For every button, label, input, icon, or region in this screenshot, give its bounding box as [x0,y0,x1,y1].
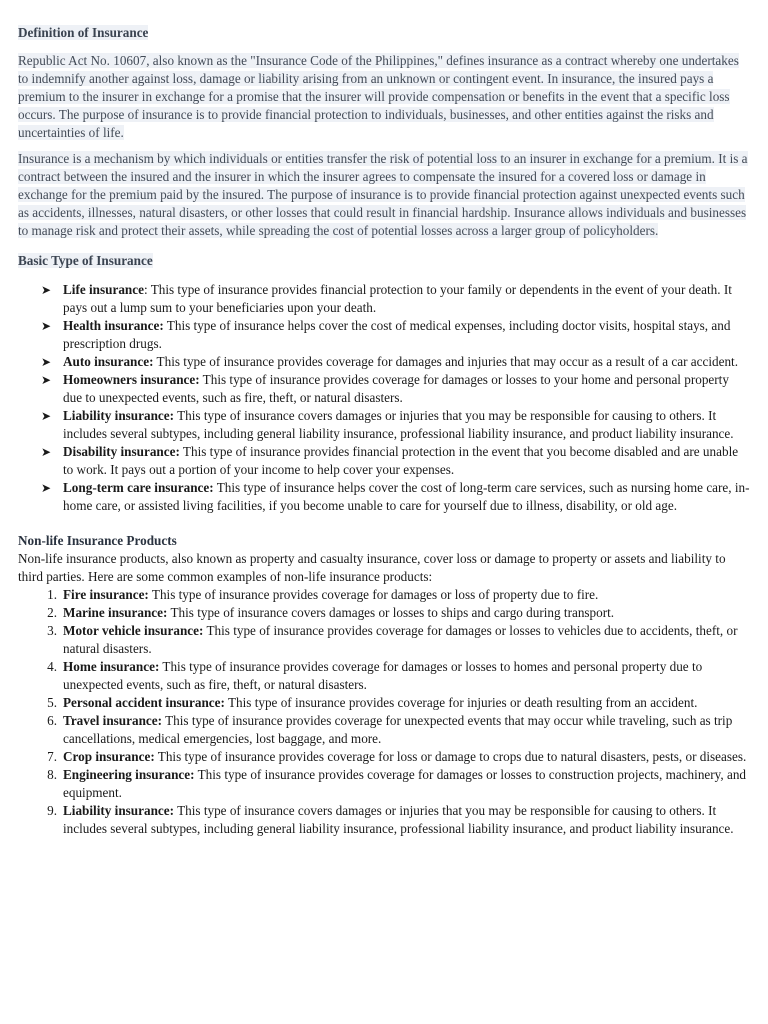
nonlife-products-list [18,586,750,838]
list-item-text: This type of insurance provides coverage for damages or losses to vehicles due to accidents, theft, or natural disasters. [63,623,738,656]
basic-types-heading-text: Basic Type of Insurance [18,253,153,268]
list-item-number: 6. [47,713,57,728]
list-item-term: Liability insurance: [63,408,175,423]
list-item-text: This type of insurance provides coverage for loss or damage to crops due to natural disasters, pests, or diseases. [154,749,747,764]
list-item [41,407,750,443]
basic-types-list [18,281,750,515]
list-item [47,604,750,622]
list-item-number: 3. [47,623,57,638]
list-item-number: 9. [47,803,57,818]
list-item-term: Liability insurance: [63,803,175,818]
list-item [41,371,750,407]
list-item-term: Home insurance: [63,659,160,674]
list-item-number: 1. [47,587,57,602]
list-item-text: This type of insurance covers damages or losses to ships and cargo during transport. [167,605,615,620]
list-item-text: This type of insurance provides coverage for unexpected events that may occur while traveling, such as trip cancellations, medical emergencies, lost baggage, and more. [63,713,733,746]
list-item-term: Long-term care insurance: [63,480,214,495]
list-item [47,748,750,766]
list-item-term: Fire insurance: [63,587,149,602]
list-item-text: This type of insurance provides coverage for damages or losses to construction projects, machinery, and equipment. [63,767,747,800]
definition-heading-text: Definition of Insurance [18,25,149,40]
list-item-term: Crop insurance: [63,749,155,764]
list-item [47,766,750,802]
definition-paragraph-1-text: Republic Act No. 10607, also known as the "Insurance Code of the Philippines," defines insurance as a contract whereby one undertakes to indemnify another against loss, damage or liability arising from an unknown or contingent event. In insurance, the insured pays a premium to the insurer in exchange for a promise that the insurer will provide compensation or benefits in the event that a specific loss occurs. The purpose of insurance is to provide financial protection to individuals, businesses, and other entities against the risks and uncertainties of life. [18,53,739,140]
list-item-text: This type of insurance provides financial protection in the event that you become disabled and are unable to work. It pays out a portion of your income to help cover your expenses. [63,444,739,477]
list-item-term: Travel insurance: [63,713,163,728]
list-item-term: Life insurance [63,282,144,297]
definition-paragraph-2-text: Insurance is a mechanism by which individuals or entities transfer the risk of potential loss to an insurer in exchange for a premium. It is a contract between the insured and the insurer in which the insurer agrees to compensate the insured for a covered loss or damage in exchange for the premium paid by the insured. The purpose of insurance is to provide financial protection against unexpected events such as accidents, illnesses, natural disasters, or other losses that could result in financial hardship. Insurance allows individuals and businesses to manage risk and protect their assets, while spreading the cost of potential losses across a larger group of policyholders. [18,151,748,238]
list-item-text: This type of insurance helps cover the cost of medical expenses, including doctor visits, hospital stays, and prescription drugs. [63,318,731,351]
list-item-term: Engineering insurance: [63,767,195,782]
definition-heading [18,24,750,42]
list-item-term: Motor vehicle insurance: [63,623,204,638]
arrow-bullet-icon: ➤ [41,355,52,369]
list-item-term: Personal accident insurance: [63,695,225,710]
list-item [47,622,750,658]
list-item [41,443,750,479]
list-item-term: Health insurance: [63,318,164,333]
list-item-text: This type of insurance covers damages or injuries that you may be responsible for causing to others. It includes several subtypes, including general liability insurance, professional liability insurance, and product liability insurance. [63,408,734,441]
list-item-term: Auto insurance: [63,354,154,369]
list-item-term: Disability insurance: [63,444,180,459]
list-item-text: This type of insurance provides coverage for damages or loss of property due to fire. [148,587,599,602]
definition-paragraph-1 [18,52,750,142]
nonlife-intro: Non-life insurance products, also known as property and casualty insurance, cover loss or damage to property or assets and liability to third parties. Here are some common examples of non-life insurance products: [18,551,726,584]
arrow-bullet-icon: ➤ [41,445,52,459]
arrow-bullet-icon: ➤ [41,409,52,423]
list-item [41,281,750,317]
list-item-number: 5. [47,695,57,710]
list-item [41,317,750,353]
list-item [47,658,750,694]
arrow-bullet-icon: ➤ [41,373,52,387]
list-item-text: This type of insurance covers damages or injuries that you may be responsible for causing to others. It includes several subtypes, including general liability insurance, professional liability insurance, and product liability insurance. [63,803,734,836]
basic-types-heading [18,252,750,270]
list-item-number: 8. [47,767,57,782]
list-item-text: This type of insurance provides coverage for damages or losses to your home and personal property due to unexpected events, such as fire, theft, or natural disasters. [63,372,729,405]
list-item [47,802,750,838]
list-item [47,712,750,748]
list-item-text: This type of insurance provides coverage for damages or losses to homes and personal property due to unexpected events, such as fire, theft, or natural disasters. [63,659,703,692]
arrow-bullet-icon: ➤ [41,283,52,297]
list-item-text: : This type of insurance provides financial protection to your family or dependents in the event of your death. It pays out a lump sum to your beneficiaries upon your death. [63,282,732,315]
list-item-term: Homeowners insurance: [63,372,200,387]
nonlife-heading: Non-life Insurance Products [18,533,177,548]
list-item-text: This type of insurance provides coverage for damages and injuries that may occur as a result of a car accident. [153,354,739,369]
list-item-number: 4. [47,659,57,674]
list-item-number: 7. [47,749,57,764]
definition-paragraph-2 [18,150,750,240]
list-item [41,353,750,371]
list-item-number: 2. [47,605,57,620]
arrow-bullet-icon: ➤ [41,481,52,495]
list-item [41,479,750,515]
arrow-bullet-icon: ➤ [41,319,52,333]
list-item-text: This type of insurance helps cover the cost of long-term care services, such as nursing home care, in-home care, or assisted living facilities, if you become unable to care for yourself due to illness, disability, or old age. [63,480,750,513]
list-item-term: Marine insurance: [63,605,168,620]
list-item-text: This type of insurance provides coverage for injuries or death resulting from an accident. [224,695,698,710]
list-item [47,694,750,712]
list-item [47,586,750,604]
